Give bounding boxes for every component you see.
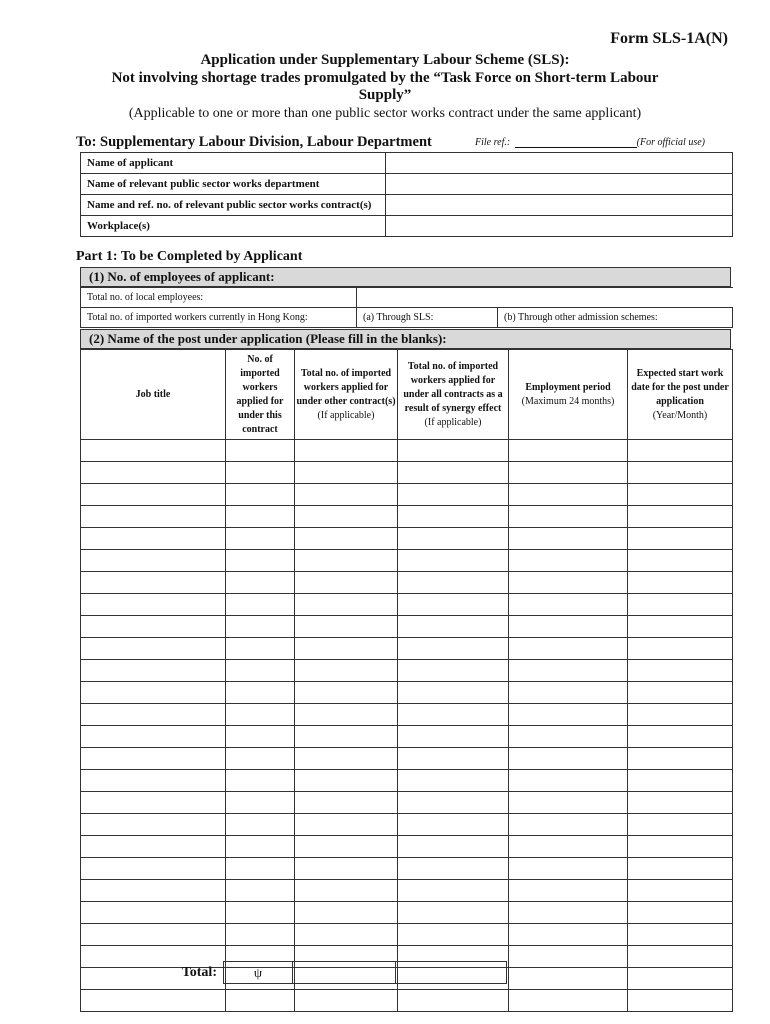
col-total-other [295,350,398,440]
table-cell[interactable] [398,924,509,946]
applicant-name-label: Name of applicant [81,153,386,174]
workplace-label: Workplace(s) [81,216,386,237]
table-cell[interactable] [398,880,509,902]
table-cell[interactable] [509,924,628,946]
table-cell[interactable] [226,748,295,770]
table-cell[interactable] [509,814,628,836]
table-cell[interactable] [509,902,628,924]
col-job-title: Job title [81,350,226,440]
table-row [81,440,733,462]
table-cell[interactable] [509,990,628,1012]
table-cell[interactable] [628,924,733,946]
posts-table [80,349,733,1012]
table-cell[interactable] [295,792,398,814]
table-cell[interactable] [81,638,226,660]
table-cell[interactable] [226,814,295,836]
table-cell[interactable] [81,814,226,836]
table-cell[interactable] [295,748,398,770]
table-cell[interactable] [81,836,226,858]
table-cell[interactable] [628,616,733,638]
table-cell[interactable] [295,506,398,528]
part1-heading: Part 1: To be Completed by Applicant [76,249,303,264]
table-cell[interactable] [628,638,733,660]
total-other[interactable] [293,962,396,984]
file-ref [475,137,705,148]
table-cell[interactable] [398,726,509,748]
table-cell[interactable] [295,880,398,902]
table-cell[interactable] [628,484,733,506]
table-row [81,990,733,1012]
table-cell[interactable] [628,550,733,572]
department-field[interactable] [386,174,733,195]
table-cell[interactable] [226,990,295,1012]
col-period-note: (Maximum 24 months) [521,395,615,407]
table-cell[interactable] [226,858,295,880]
table-cell[interactable] [628,990,733,1012]
table-cell[interactable] [226,550,295,572]
table-cell[interactable] [509,550,628,572]
table-cell[interactable] [295,814,398,836]
table-cell[interactable] [295,990,398,1012]
table-cell[interactable] [81,880,226,902]
local-employees-label: Total no. of local employees: [81,288,357,308]
through-other-label: (b) Through other admission schemes: [504,312,658,323]
table-cell[interactable] [295,660,398,682]
local-employees-field[interactable] [357,288,733,308]
table-row [81,748,733,770]
posts-body [81,440,733,1012]
table-cell[interactable] [226,572,295,594]
table-cell[interactable] [226,704,295,726]
table-row [81,572,733,594]
table-cell[interactable] [81,726,226,748]
table-cell[interactable] [509,836,628,858]
col-total-other-text: Total no. of imported workers applied for under other contract(s) [296,367,396,407]
table-row [81,506,733,528]
table-cell[interactable] [628,946,733,968]
applicant-name-field[interactable] [386,153,733,174]
table-cell[interactable] [81,528,226,550]
table-cell[interactable] [509,484,628,506]
table-cell[interactable] [509,748,628,770]
total-label: Total: [181,964,217,980]
table-row [81,726,733,748]
table-cell[interactable] [81,594,226,616]
total-symbol: ψ [253,964,263,980]
table-row [81,924,733,946]
table-cell[interactable] [398,550,509,572]
col-synergy-text: Total no. of imported workers applied for under all contracts as a result of synergy effect [403,360,503,414]
table-cell[interactable] [295,528,398,550]
table-cell[interactable] [81,660,226,682]
table-cell[interactable] [226,836,295,858]
table-cell[interactable] [509,506,628,528]
table-cell[interactable] [81,616,226,638]
table-cell[interactable] [398,572,509,594]
table-cell[interactable] [295,594,398,616]
table-cell[interactable] [398,814,509,836]
table-cell[interactable] [295,726,398,748]
table-row [81,792,733,814]
table-cell[interactable] [509,704,628,726]
table-cell[interactable] [226,792,295,814]
table-cell[interactable] [509,946,628,968]
table-cell[interactable] [628,880,733,902]
table-cell[interactable] [398,704,509,726]
table-cell[interactable] [226,660,295,682]
table-cell[interactable] [226,924,295,946]
table-cell[interactable] [81,462,226,484]
table-cell[interactable] [81,902,226,924]
form-subtitle: (Applicable to one or more than one public sector works contract under the same applicant) [128,106,642,121]
table-cell[interactable] [226,616,295,638]
table-cell[interactable] [398,682,509,704]
col-synergy-note: (If applicable) [424,416,482,428]
table-cell[interactable] [226,902,295,924]
table-cell[interactable] [295,638,398,660]
totals-row [80,961,507,984]
department-label: Name of relevant public sector works department [81,174,386,195]
through-sls-field[interactable] [357,308,498,328]
table-row [81,902,733,924]
table-cell[interactable] [398,594,509,616]
table-cell[interactable] [509,792,628,814]
table-cell[interactable] [226,638,295,660]
table-cell[interactable] [509,440,628,462]
section1-heading: (1) No. of employees of applicant: [80,267,731,287]
col-start-note: (Year/Month) [652,409,708,421]
table-row [81,550,733,572]
table-cell[interactable] [398,858,509,880]
total-imported-this[interactable] [224,962,293,984]
table-row [81,528,733,550]
col-start-text: Expected start work date for the post under application [631,367,729,407]
table-cell[interactable] [628,506,733,528]
table-cell[interactable] [628,594,733,616]
table-cell[interactable] [81,484,226,506]
table-cell[interactable] [226,682,295,704]
table-row [81,858,733,880]
table-row [81,814,733,836]
table-cell[interactable] [81,506,226,528]
table-row [81,638,733,660]
table-cell[interactable] [509,638,628,660]
table-cell[interactable] [81,748,226,770]
table-cell[interactable] [628,704,733,726]
table-row [81,484,733,506]
table-cell[interactable] [509,770,628,792]
table-cell[interactable] [295,836,398,858]
table-cell[interactable] [628,660,733,682]
table-cell[interactable] [226,440,295,462]
table-cell[interactable] [226,462,295,484]
table-cell[interactable] [628,462,733,484]
table-cell[interactable] [628,814,733,836]
table-cell[interactable] [398,506,509,528]
table-cell[interactable] [398,660,509,682]
table-cell[interactable] [628,770,733,792]
table-cell[interactable] [509,528,628,550]
table-cell[interactable] [81,440,226,462]
contract-field[interactable] [386,195,733,216]
file-ref-field[interactable] [515,147,637,148]
table-cell[interactable] [226,880,295,902]
table-cell[interactable] [398,462,509,484]
table-cell[interactable] [398,792,509,814]
table-cell[interactable] [509,880,628,902]
table-cell[interactable] [295,440,398,462]
table-row [81,616,733,638]
form-title-line1: Application under Supplementary Labour Scheme (SLS): [200,52,570,68]
contract-label: Name and ref. no. of relevant public sector works contract(s) [81,195,386,216]
table-cell[interactable] [628,682,733,704]
col-period [509,350,628,440]
table-cell[interactable] [509,660,628,682]
file-ref-note: (For official use) [636,137,705,148]
table-cell[interactable] [398,770,509,792]
table-cell[interactable] [628,440,733,462]
table-cell[interactable] [295,902,398,924]
table-cell[interactable] [628,792,733,814]
table-cell[interactable] [295,924,398,946]
table-row [81,660,733,682]
col-total-other-note: (If applicable) [317,409,375,421]
table-cell[interactable] [295,572,398,594]
table-cell[interactable] [398,616,509,638]
table-row [81,594,733,616]
employees-table [80,287,733,328]
table-cell[interactable] [628,858,733,880]
table-cell[interactable] [398,484,509,506]
table-cell[interactable] [81,924,226,946]
table-cell[interactable] [398,836,509,858]
table-cell[interactable] [398,528,509,550]
col-start [628,350,733,440]
table-row [81,770,733,792]
table-cell[interactable] [628,836,733,858]
table-cell[interactable] [226,594,295,616]
table-cell[interactable] [81,770,226,792]
through-sls-label: (a) Through SLS: [363,312,434,323]
table-cell[interactable] [81,792,226,814]
table-cell[interactable] [398,638,509,660]
form-title-line2: Not involving shortage trades promulgated by the “Task Force on Short-term Labour [111,70,659,86]
table-cell[interactable] [628,572,733,594]
total-synergy[interactable] [396,962,507,984]
table-cell[interactable] [81,990,226,1012]
table-cell[interactable] [509,682,628,704]
table-cell[interactable] [398,990,509,1012]
table-cell[interactable] [509,572,628,594]
table-row [81,704,733,726]
form-code: Form SLS-1A(N) [610,30,728,47]
table-cell[interactable] [398,748,509,770]
table-cell[interactable] [398,902,509,924]
table-cell[interactable] [226,484,295,506]
imported-workers-label: Total no. of imported workers currently in Hong Kong: [81,308,357,328]
table-cell[interactable] [81,704,226,726]
table-cell[interactable] [295,858,398,880]
table-cell[interactable] [295,770,398,792]
col-synergy [398,350,509,440]
table-cell[interactable] [295,484,398,506]
table-cell[interactable] [509,594,628,616]
addressee: To: Supplementary Labour Division, Labour Department [76,134,432,150]
table-cell[interactable] [81,858,226,880]
table-cell[interactable] [509,726,628,748]
through-other-field[interactable] [498,308,733,328]
table-cell[interactable] [226,726,295,748]
table-cell[interactable] [628,902,733,924]
table-cell[interactable] [509,462,628,484]
table-cell[interactable] [628,748,733,770]
table-row [81,880,733,902]
form-title-line3: Supply” [358,87,412,103]
table-cell[interactable] [628,968,733,990]
file-ref-label: File ref.: [475,137,511,148]
table-cell[interactable] [398,440,509,462]
table-cell[interactable] [226,528,295,550]
table-cell[interactable] [81,682,226,704]
table-cell[interactable] [226,770,295,792]
table-cell[interactable] [295,550,398,572]
table-cell[interactable] [81,572,226,594]
table-cell[interactable] [295,462,398,484]
table-cell[interactable] [628,528,733,550]
section2-heading: (2) Name of the post under application (Please fill in the blanks): [80,329,731,349]
table-cell[interactable] [509,616,628,638]
table-cell[interactable] [295,616,398,638]
table-row [81,462,733,484]
workplace-field[interactable] [386,216,733,237]
table-row [81,836,733,858]
table-cell[interactable] [226,506,295,528]
table-cell[interactable] [628,726,733,748]
table-row [81,682,733,704]
table-cell[interactable] [81,550,226,572]
col-imported-this: No. of imported workers applied for under this contract [226,350,295,440]
table-cell[interactable] [509,968,628,990]
applicant-info-table [80,152,733,237]
table-cell[interactable] [295,704,398,726]
table-cell[interactable] [295,682,398,704]
table-cell[interactable] [509,858,628,880]
col-period-text: Employment period [525,381,611,393]
